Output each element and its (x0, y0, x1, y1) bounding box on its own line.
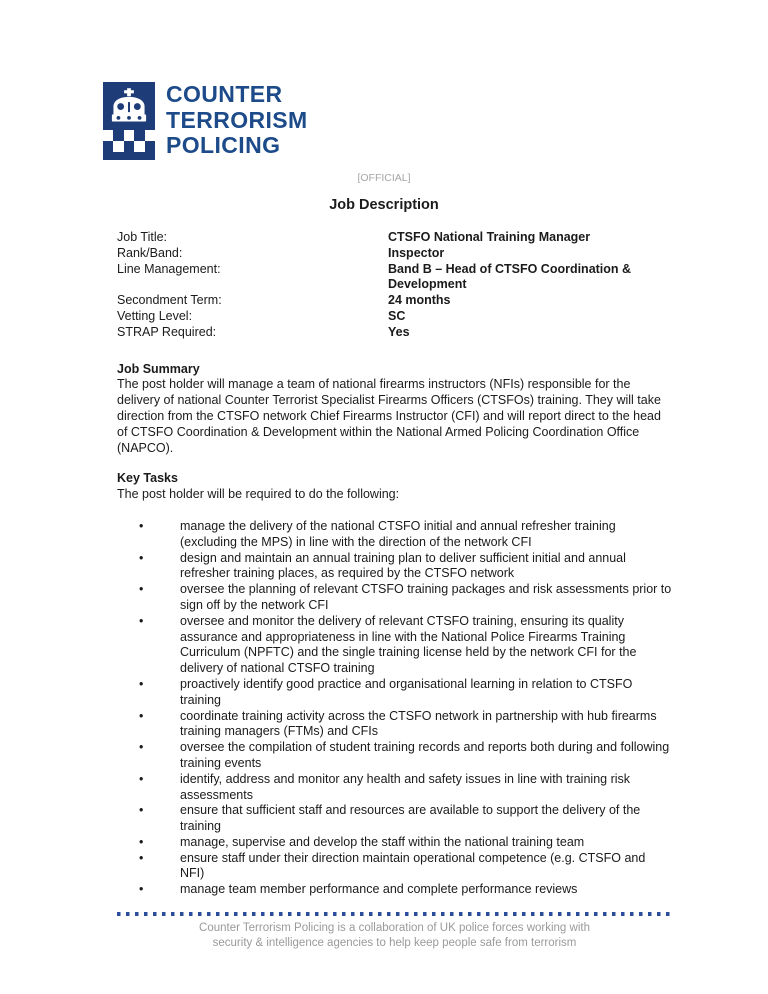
detail-label: Rank/Band: (117, 245, 183, 260)
checkerboard-pattern (103, 130, 155, 152)
detail-label: STRAP Required: (117, 324, 217, 339)
task-text: ensure staff under their direction maintain operational competence (e.g. CTSFO and NFI) (180, 850, 646, 881)
bullet-marker (117, 519, 180, 551)
document-body (117, 230, 672, 898)
detail-value: SC (388, 308, 406, 323)
bullet-marker (117, 835, 180, 851)
job-summary-text: The post holder will manage a team of national firearms instructors (NFIs) responsible for the delivery of national Counter Terrorist Specialist Firearms Officers (CTSFOs) training. They will take direction from the CTSFO network Chief Firearms Instructor (CFI) and will report direct to the head of CTSFO Coordination & Development within the National Armed Policing Coordination Office (NAPCO). (117, 377, 661, 455)
job-details-table (117, 230, 672, 341)
official-marking: [OFFICIAL] (357, 172, 411, 184)
detail-label: Vetting Level: (117, 308, 193, 323)
page-title: Job Description (329, 197, 439, 213)
task-text: oversee and monitor the delivery of relevant CTSFO training, ensuring its quality assurance and appropriateness in line with the National Police Firearms Training Curriculum (NPFTC) and the single training license held by the network CFI for the delivery of national CTSFO training (180, 613, 637, 676)
key-tasks-section (117, 471, 672, 898)
task-bullet (117, 882, 672, 898)
dotted-divider (117, 912, 672, 916)
detail-row-secondment-term (117, 293, 672, 309)
task-bullet (117, 709, 672, 741)
task-bullet (117, 582, 672, 614)
task-bullet (117, 519, 672, 551)
detail-row-vetting-level (117, 309, 672, 325)
footer-text (117, 921, 672, 951)
task-text: ensure that sufficient staff and resources are available to support the delivery of the training (180, 803, 641, 834)
detail-row-line-management (117, 262, 672, 294)
bullet-marker (117, 803, 180, 835)
bullet-marker (117, 551, 180, 583)
bullet-marker (117, 709, 180, 741)
key-tasks-heading: Key Tasks (117, 471, 178, 486)
detail-row-job-title (117, 230, 672, 246)
job-summary-section (117, 362, 672, 457)
bullet-marker (117, 882, 180, 898)
task-text: manage, supervise and develop the staff within the national training team (180, 834, 585, 849)
logo-line-2: TERRORISM (166, 106, 308, 133)
bullet-marker (117, 677, 180, 709)
detail-row-rank-band (117, 246, 672, 262)
detail-value: Band B – Head of CTSFO Coordination & Development (388, 261, 632, 292)
detail-row-strap-required (117, 325, 672, 341)
logo-wordmark (166, 82, 308, 159)
detail-value: Inspector (388, 245, 445, 260)
task-text: manage the delivery of the national CTSFO initial and annual refresher training (excluding the MPS) in line with the direction of the network CFI (180, 518, 616, 549)
task-text: oversee the compilation of student training records and reports both during and following training events (180, 740, 670, 770)
footer-line-1: Counter Terrorism Policing is a collaboration of UK police forces working with (199, 921, 590, 934)
key-tasks-list (117, 519, 672, 898)
task-bullet (117, 740, 672, 772)
ctp-shield (103, 82, 155, 160)
bullet-marker (117, 614, 180, 677)
crown-icon (103, 82, 155, 130)
task-bullet (117, 614, 672, 677)
footer-line-2: security & intelligence agencies to help keep people safe from terrorism (212, 936, 577, 949)
task-text: manage team member performance and complete performance reviews (180, 882, 578, 897)
task-bullet (117, 551, 672, 583)
bullet-marker (117, 851, 180, 883)
ctp-logo (103, 82, 308, 160)
logo-line-3: POLICING (166, 132, 281, 158)
detail-value: Yes (388, 324, 410, 339)
bullet-marker (117, 772, 180, 804)
task-bullet (117, 835, 672, 851)
task-text: identify, address and monitor any health and safety issues in line with training risk assessments (180, 771, 631, 802)
key-tasks-intro: The post holder will be required to do the following: (117, 487, 400, 502)
task-bullet (117, 772, 672, 804)
task-text: proactively identify good practice and organisational learning in relation to CTSFO training (180, 676, 633, 707)
detail-value: 24 months (388, 293, 451, 308)
page-footer (117, 912, 672, 951)
task-bullet (117, 803, 672, 835)
task-text: coordinate training activity across the CTSFO network in partnership with hub firearms training managers (FTMs) and CFIs (180, 708, 657, 739)
detail-label: Line Management: (117, 261, 221, 276)
detail-label: Job Title: (117, 230, 168, 244)
task-text: design and maintain an annual training plan to deliver sufficient initial and annual refresher training places, as required by the CTSFO network (180, 550, 626, 581)
bullet-marker (117, 740, 180, 772)
task-text: oversee the planning of relevant CTSFO training packages and risk assessments prior to sign off by the network CFI (180, 582, 672, 612)
bullet-marker (117, 582, 180, 614)
job-summary-heading: Job Summary (117, 361, 200, 376)
task-bullet (117, 851, 672, 883)
detail-value: CTSFO National Training Manager (388, 230, 591, 244)
task-bullet (117, 677, 672, 709)
detail-label: Secondment Term: (117, 293, 222, 308)
logo-line-1: COUNTER (166, 81, 283, 107)
